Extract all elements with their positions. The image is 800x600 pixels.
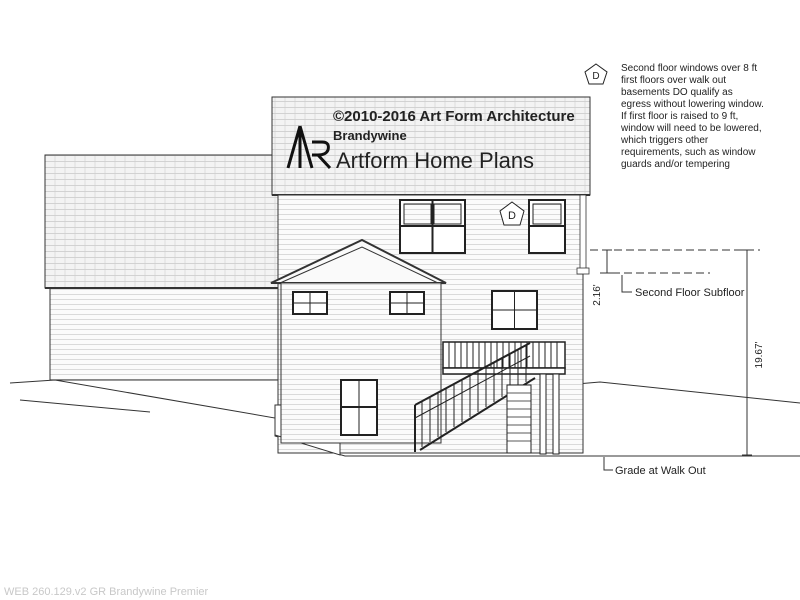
window-1f-main <box>492 291 537 329</box>
note-line: Second floor windows over 8 ft <box>621 63 758 74</box>
window-basement <box>341 380 377 435</box>
window-marker-label: D <box>508 210 516 222</box>
note-marker <box>585 64 607 84</box>
window-1f-bumpout-left <box>293 292 327 314</box>
garage-wall <box>50 288 278 380</box>
watermark-plan-name: Brandywine <box>333 128 407 143</box>
footer-plan-id: WEB 260.129.v2 GR Brandywine Premier <box>4 586 209 598</box>
note-line: which triggers other <box>621 135 709 146</box>
window-2f-right <box>529 200 565 253</box>
dimension-lines <box>590 250 760 470</box>
garage-wing <box>45 155 280 380</box>
note-marker-label: D <box>592 71 600 82</box>
label-second-floor-subfloor: Second Floor Subfloor <box>635 287 745 299</box>
window-2f-left-double <box>400 200 465 253</box>
note-line: guards and/or tempering <box>621 159 730 170</box>
window-1f-bumpout-right <box>390 292 424 314</box>
note-line: requirements, such as window <box>621 147 756 158</box>
note-line: first floors over walk out <box>621 75 727 86</box>
note-line: egress without lowering window. <box>621 99 764 110</box>
label-grade-at-walk-out: Grade at Walk Out <box>615 465 706 477</box>
note-line: window will need to be lowered, <box>621 123 762 134</box>
garage-roof <box>45 155 280 288</box>
watermark-brand: Artform Home Plans <box>336 148 535 173</box>
note-line: basements DO qualify as <box>621 87 733 98</box>
dimension-total-height: 19.67' <box>754 341 765 369</box>
dimension-subfloor-height: 2.16' <box>592 284 603 306</box>
watermark-copyright: ©2010-2016 Art Form Architecture <box>333 108 575 125</box>
note-line: If first floor is raised to 9 ft, <box>621 111 739 122</box>
egress-note <box>620 63 764 170</box>
